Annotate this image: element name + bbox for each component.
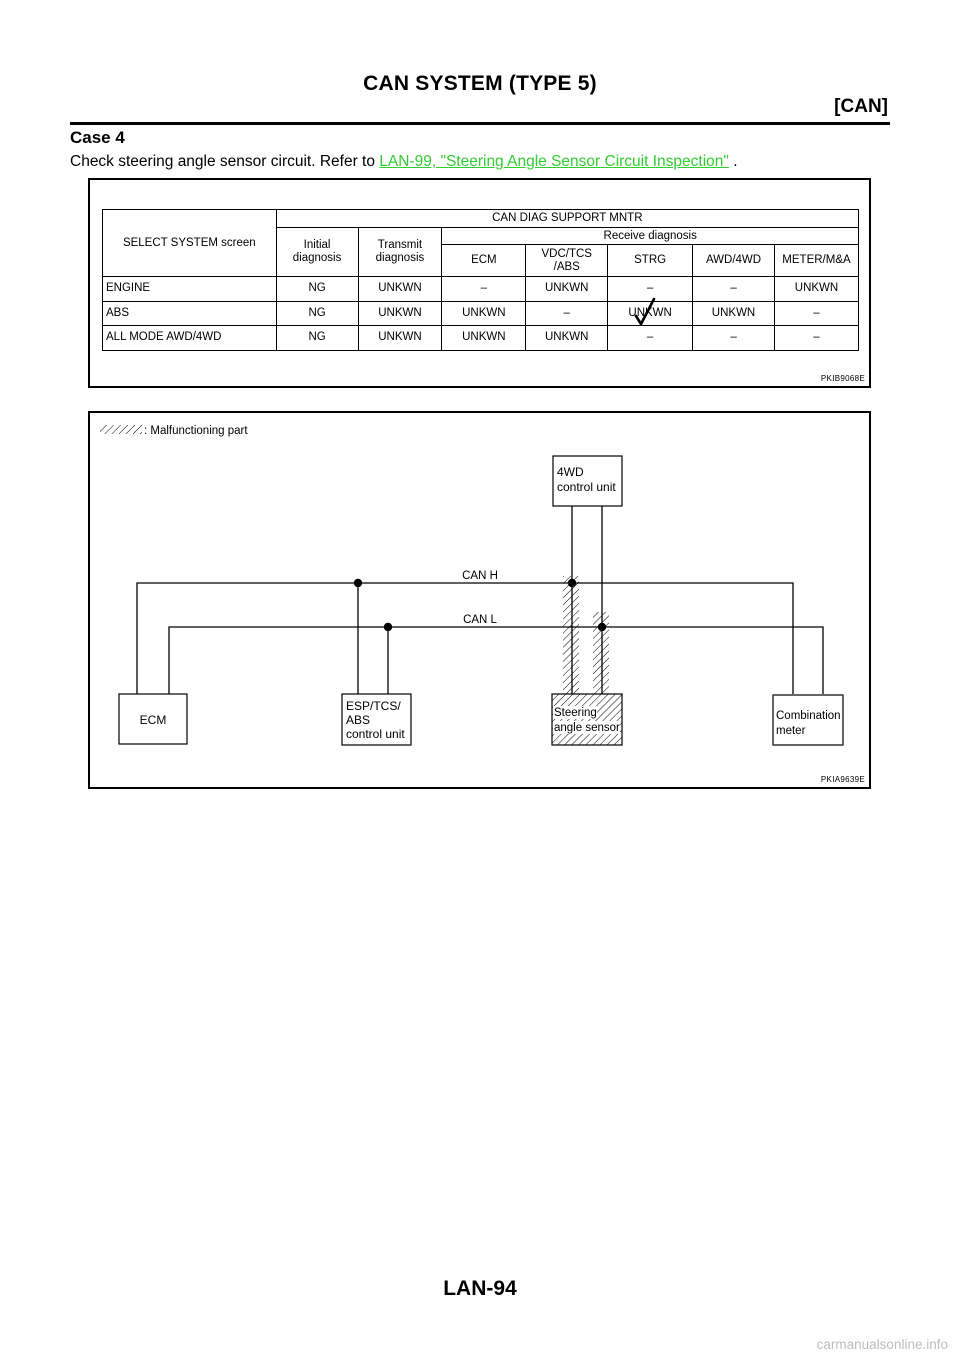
can-wiring-diagram-figure: [88, 411, 871, 789]
awd-label-line: 4WD: [557, 465, 584, 479]
can-h-junction: [568, 579, 576, 587]
table-cell: –: [774, 326, 858, 351]
row-name: ALL MODE AWD/4WD: [103, 326, 277, 351]
table-row: [103, 301, 859, 326]
table-row: [103, 326, 859, 351]
table-cell: UNKWN: [358, 326, 442, 351]
can-l-junction: [384, 623, 392, 631]
receive-col-strg: STRG: [608, 245, 693, 277]
receive-col-ecm: ECM: [442, 245, 526, 277]
reference-link[interactable]: LAN-99, "Steering Angle Sensor Circuit Inspection": [379, 153, 729, 170]
table-cell: –: [526, 301, 608, 326]
table-cell: –: [442, 277, 526, 302]
table-cell: –: [774, 301, 858, 326]
table-cell: –: [608, 277, 693, 302]
table-cell: NG: [276, 326, 358, 351]
can-diag-table-figure: [88, 178, 871, 388]
meter-label-line: Combination: [776, 710, 841, 722]
meter-label-line: meter: [776, 725, 806, 737]
esp-label-line: ABS: [346, 713, 371, 727]
check-mark-icon: [634, 297, 656, 327]
receive-col-awd: AWD/4WD: [693, 245, 775, 277]
section-label: [CAN]: [834, 96, 888, 117]
table-cell: UNKWN: [358, 301, 442, 326]
ecm-unit: [119, 694, 187, 744]
can-h-label: CAN H: [462, 570, 498, 582]
ecm-label: ECM: [139, 713, 167, 727]
awd-label-line: control unit: [557, 480, 616, 494]
table-cell: NG: [276, 301, 358, 326]
table-cell: UNKWN: [774, 277, 858, 302]
table-cell: UNKWN: [693, 301, 775, 326]
row-name: ENGINE: [103, 277, 277, 302]
transmit-diagnosis-header: Transmit diagnosis: [358, 228, 442, 277]
esp-label-line: ESP/TCS/: [346, 699, 401, 713]
intro-text: Check steering angle sensor circuit. Refer to: [70, 153, 380, 170]
receive-col-meter: METER/M&A: [774, 245, 858, 277]
figure-id: PKIB9068E: [820, 374, 865, 383]
table-cell: UNKWN: [442, 301, 526, 326]
page-title: CAN SYSTEM (TYPE 5): [363, 72, 597, 95]
receive-diagnosis-header: Receive diagnosis: [442, 228, 859, 245]
table-cell: NG: [276, 277, 358, 302]
esp-control-unit: [342, 694, 411, 745]
table-cell: UNKWN: [526, 326, 608, 351]
can-wiring-diagram: [90, 413, 869, 787]
table-cell: –: [608, 326, 693, 351]
combination-meter-unit: [773, 695, 843, 745]
table-cell: UNKWN: [526, 277, 608, 302]
can-h-junction: [354, 579, 362, 587]
table-cell: UNKWN: [358, 277, 442, 302]
legend-text: : Malfunctioning part: [144, 425, 248, 437]
awd-control-unit: [553, 456, 622, 506]
can-l-label: CAN L: [463, 614, 497, 626]
intro-suffix: .: [728, 153, 738, 170]
table-cell: –: [693, 326, 775, 351]
intro-line: [70, 153, 738, 171]
legend-hatch-icon: [100, 425, 142, 434]
can-diag-header: CAN DIAG SUPPORT MNTR: [276, 210, 858, 228]
table-cell: –: [693, 277, 775, 302]
can-bus-lines: [137, 506, 823, 694]
malfunction-hatch-area: [552, 576, 622, 745]
initial-diagnosis-header: Initial diagnosis: [276, 228, 358, 277]
case-heading: Case 4: [70, 128, 125, 147]
steering-label-line: angle sensor: [554, 722, 620, 734]
header-rule: [70, 122, 890, 125]
page-number: LAN-94: [443, 1277, 517, 1300]
receive-col-vdc: VDC/TCS /ABS: [526, 245, 608, 277]
table-row: [103, 277, 859, 302]
can-diag-table: [102, 209, 859, 351]
can-l-junction: [598, 623, 606, 631]
table-cell: UNKWN: [608, 301, 693, 326]
row-name: ABS: [103, 301, 277, 326]
steering-label-line: Steering: [554, 707, 597, 719]
esp-label-line: control unit: [346, 727, 405, 741]
figure-id: PKIA9639E: [820, 775, 865, 784]
table-cell: UNKWN: [442, 326, 526, 351]
select-system-header: SELECT SYSTEM screen: [103, 210, 277, 277]
watermark: carmanualsonline.info: [816, 1337, 948, 1352]
